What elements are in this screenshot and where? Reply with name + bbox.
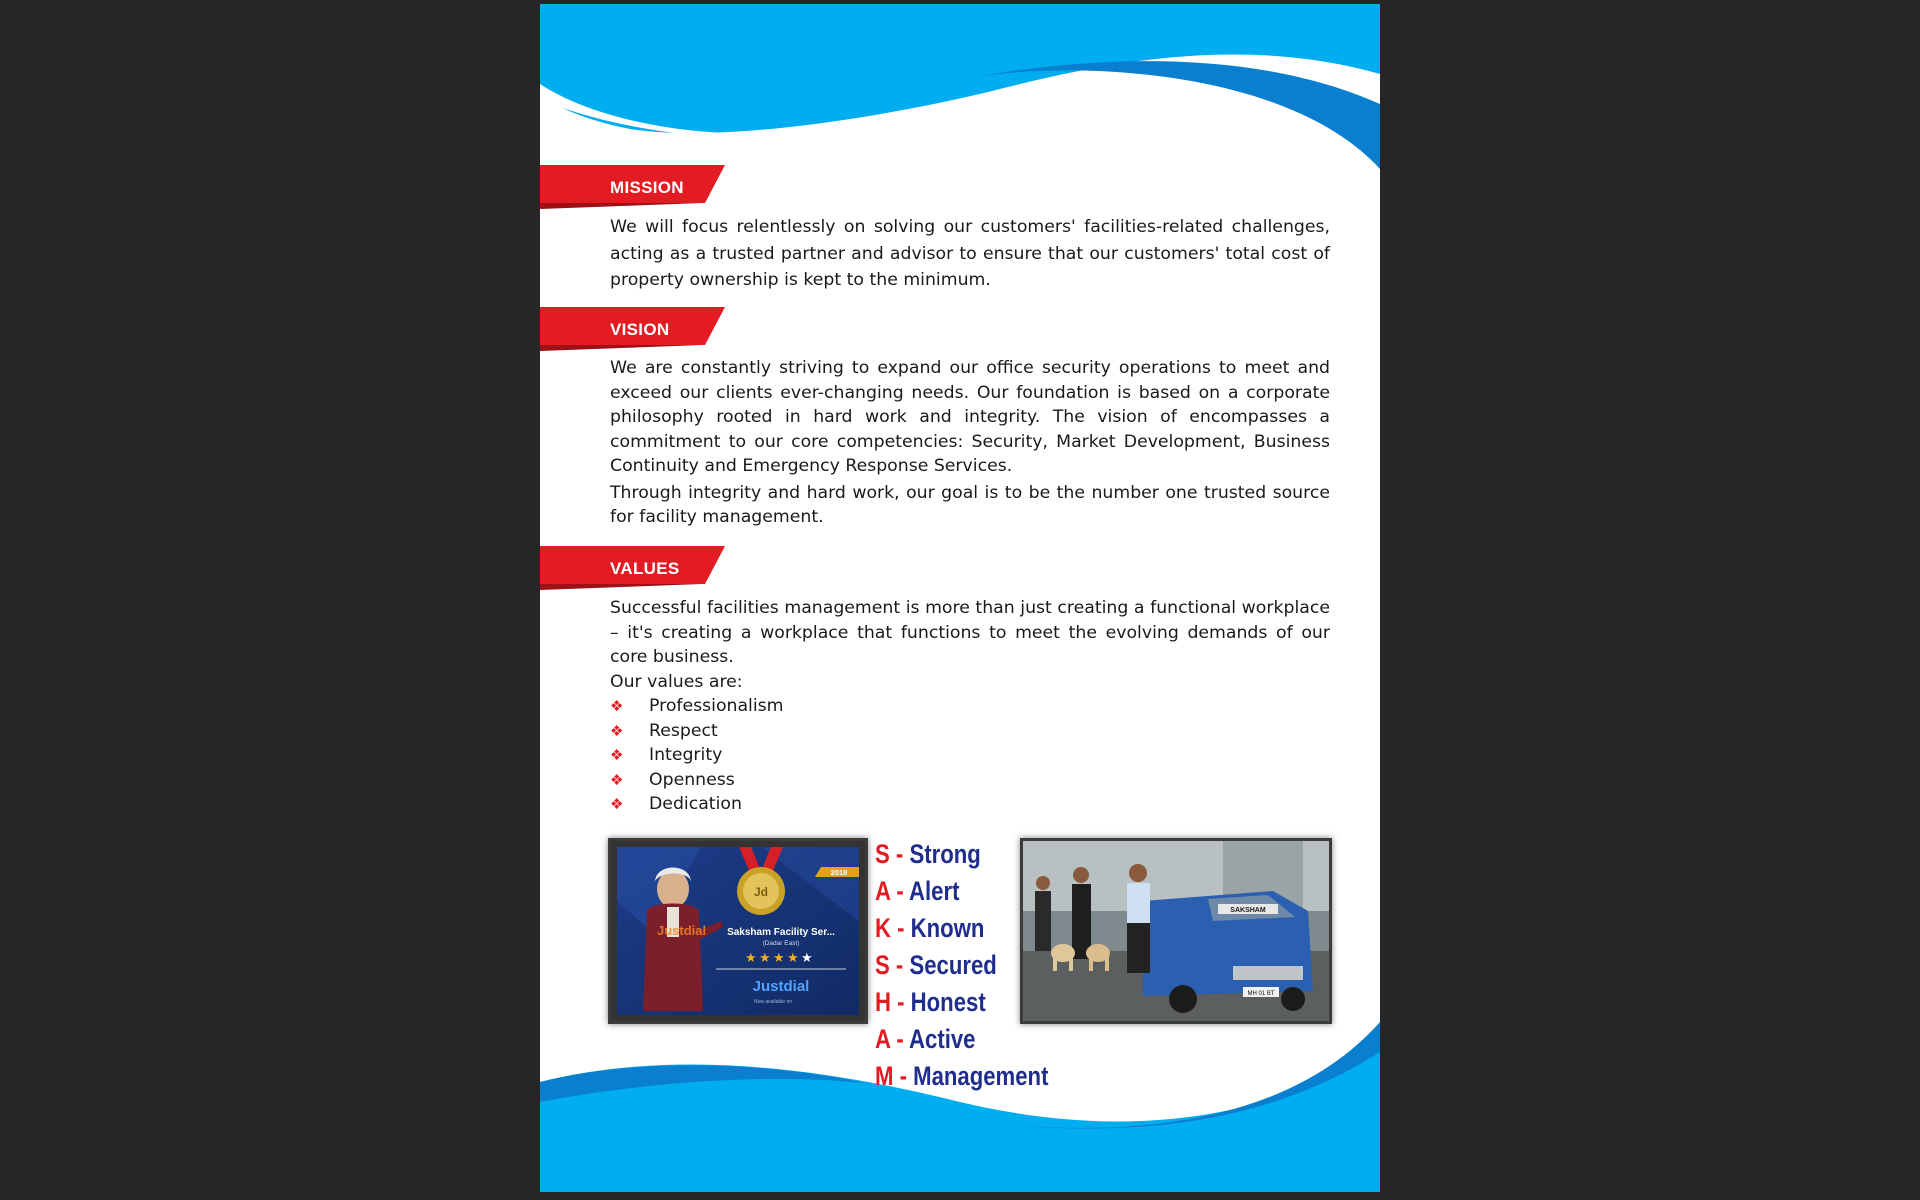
star-icon: ★ [773, 951, 785, 966]
award-tagline: Now available on [753, 999, 793, 1005]
list-item: ❖ Respect [610, 719, 1330, 744]
list-item: ❖ Integrity [610, 743, 1330, 768]
values-text [610, 596, 1330, 817]
security-team-photo [1020, 838, 1332, 1024]
diamond-bullet-icon: ❖ [610, 721, 624, 740]
vision-heading-ribbon [540, 307, 725, 351]
vision-heading: VISION [610, 320, 670, 339]
star-icon: ★ [787, 951, 799, 966]
values-heading-ribbon [540, 546, 725, 590]
acronym-row: K - Known [875, 913, 985, 943]
values-lead: Our values are: [610, 671, 743, 692]
list-item: ❖ Dedication [610, 792, 1330, 817]
star-icon: ★ [759, 951, 771, 966]
diamond-bullet-icon: ❖ [610, 795, 624, 813]
award-location: (Dadar East) [762, 940, 800, 947]
vision-text [610, 356, 1330, 530]
mission-heading: MISSION [610, 178, 684, 197]
justdial-overlay-text: Justdial [657, 923, 707, 938]
list-item: ❖ Openness [610, 768, 1330, 793]
award-business-name: Saksham Facility Ser... [727, 927, 835, 938]
diamond-bullet-icon: ❖ [610, 770, 624, 789]
rating-stars [745, 951, 813, 966]
values-intro: Successful facilities management is more than just creating a functional workplace – it's creating a workplace that functions to meet the evolving demands of our core business. [610, 598, 1330, 667]
award-badge-initials: Jd [753, 885, 769, 899]
award-year: 2019 [830, 868, 848, 877]
values-list [610, 694, 1330, 817]
list-item: ❖ Professionalism [610, 694, 1330, 719]
van-plate: MH 01 BT [1247, 991, 1275, 997]
star-icon: ★ [801, 951, 813, 966]
justdial-award-photo [608, 838, 868, 1024]
acronym-row: M - Management [875, 1061, 1049, 1091]
acronym-row: A - Active [875, 1024, 976, 1054]
star-icon: ★ [745, 951, 757, 966]
mission-body: We will focus relentlessly on solving our customers' facilities-related challenges, acting as a trusted partner and advisor to ensure that our customers' total cost of property ownership is kept to the minimum. [610, 217, 1330, 290]
top-wave-decoration [540, 4, 1380, 174]
vision-para-1: We are constantly striving to expand our office security operations to meet and exceed our clients ever-changing needs. Our foundation is based on a corporate philosophy rooted in hard work and integrity. The vision of encompasses a commitment to our core competencies: Security, Market Development, Business Continuity and Emergency Response Services. [610, 358, 1330, 476]
justdial-logo: Justdial [752, 978, 810, 995]
acronym-row: H - Honest [875, 987, 986, 1017]
acronym-row: S - Strong [875, 839, 981, 869]
acronym-row: A - Alert [875, 876, 960, 906]
van-sign: SAKSHAM [1230, 907, 1266, 914]
diamond-bullet-icon: ❖ [610, 746, 624, 764]
values-heading: VALUES [610, 559, 680, 578]
mission-text [610, 214, 1330, 294]
vision-para-2: Through integrity and hard work, our goal is to be the number one trusted source for facility management. [610, 482, 1330, 527]
mission-heading-ribbon [540, 165, 725, 209]
brochure-page [540, 4, 1380, 1192]
acronym-row: S - Secured [875, 950, 997, 980]
diamond-bullet-icon: ❖ [610, 697, 624, 715]
